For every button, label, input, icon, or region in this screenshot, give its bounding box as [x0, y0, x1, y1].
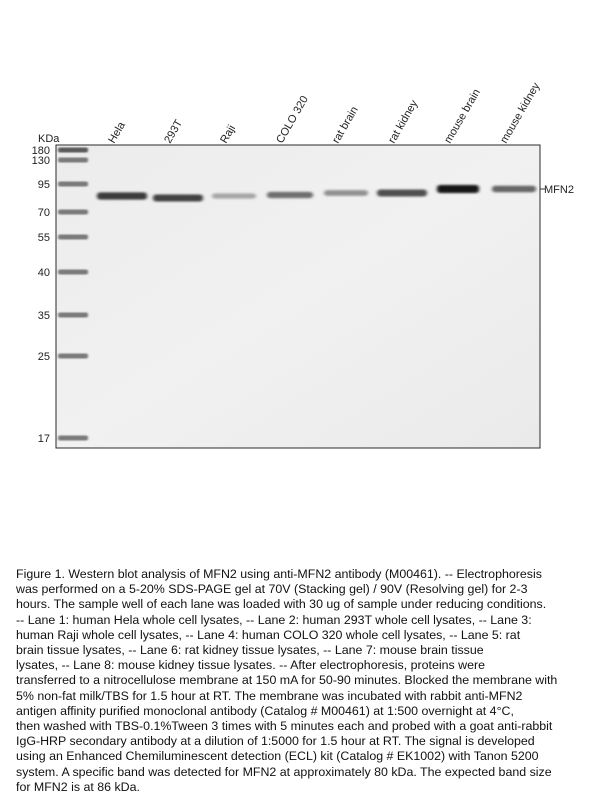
ladder-band — [58, 313, 88, 318]
lane-band — [153, 194, 203, 201]
caption-line: hours. The sample well of each lane was loaded with 30 ug of sample under reducing conditions. — [16, 597, 547, 612]
ladder-band — [58, 158, 88, 163]
lane-band — [437, 185, 479, 193]
lane-band — [212, 193, 256, 198]
ladder-band — [58, 182, 88, 187]
marker-label: 25 — [37, 351, 50, 363]
ladder-band — [58, 354, 88, 359]
lane-label: Hela — [106, 119, 128, 146]
lane-band — [492, 186, 536, 192]
caption-line: system. A specific band was detected for MFN2 at approximately 80 kDa. The expected band size — [16, 764, 552, 779]
caption-line: was performed on a 5-20% SDS-PAGE gel at 70V (Stacking gel) / 90V (Resolving gel) for 2-3 — [16, 582, 528, 597]
lane-label: mouse brain — [442, 87, 483, 146]
caption-line: then washed with TBS-0.1%Tween 3 times with 5 minutes each and probed with a goat anti-rabbit — [16, 719, 553, 734]
ladder-band — [58, 148, 88, 153]
caption-line: brain tissue lysates, -- Lane 6: rat kidney tissue lysates, -- Lane 7: mouse brain tissue — [16, 643, 484, 658]
lane-label: 293T — [162, 117, 186, 146]
marker-label: 35 — [37, 310, 50, 322]
caption-line: -- Lane 1: human Hela whole cell lysates, -- Lane 2: human 293T whole cell lysates, -- Lane 3: — [16, 612, 532, 627]
lane-band — [324, 190, 368, 196]
lane-label: COLO 320 — [274, 93, 311, 146]
ladder-band — [58, 270, 88, 275]
lane-label: rat kidney — [386, 98, 421, 146]
caption-line: Figure 1. Western blot analysis of MFN2 using anti-MFN2 antibody (M00461). -- Electrophoresis — [16, 567, 542, 581]
caption-line: lysates, -- Lane 8: mouse kidney tissue lysates. -- After electrophoresis, proteins were — [16, 658, 485, 673]
marker-label: 95 — [37, 179, 50, 191]
caption-line: transferred to a nitrocellulose membrane at 150 mA for 50-90 minutes. Blocked the membrane with — [16, 673, 558, 688]
marker-labels — [32, 145, 50, 445]
marker-label: 70 — [37, 207, 50, 219]
mfn2-band-label: MFN2 — [544, 184, 574, 196]
marker-label: 55 — [37, 232, 50, 244]
ladder-band — [58, 235, 88, 240]
caption-line: for MFN2 is at 86 kDa. — [16, 779, 140, 794]
kda-label: KDa — [38, 133, 60, 145]
lane-label: mouse kidney — [498, 80, 543, 146]
lane-label: Raji — [218, 123, 239, 146]
lane-labels — [106, 80, 543, 145]
caption-line: antigen affinity purified monoclonal antibody (Catalog # M00461) at 1:500 overnight at 4°C, — [16, 703, 514, 718]
caption-line: human Raji whole cell lysates, -- Lane 4: human COLO 320 whole cell lysates, -- Lane 5: rat — [16, 627, 521, 642]
caption-line: using an Enhanced Chemiluminescent detection (ECL) kit (Catalog # EK1002) with Tanon 5200 — [16, 749, 539, 764]
lane-band — [97, 192, 147, 199]
lane-label: rat brain — [330, 104, 361, 146]
marker-label: 180 — [31, 145, 50, 157]
marker-label: 40 — [37, 267, 50, 279]
figure-caption — [16, 567, 582, 795]
ladder-band — [58, 436, 88, 441]
lane-band — [377, 190, 427, 197]
lane-band — [267, 192, 313, 198]
marker-label: 130 — [31, 155, 50, 167]
caption-line: IgG-HRP secondary antibody at a dilution of 1:5000 for 1.5 hour at RT. The signal is developed — [16, 734, 535, 749]
marker-label: 17 — [37, 433, 50, 445]
caption-line: 5% non-fat milk/TBS for 1.5 hour at RT. The membrane was incubated with rabbit anti-MFN2 — [16, 688, 523, 703]
ladder-band — [58, 210, 88, 215]
